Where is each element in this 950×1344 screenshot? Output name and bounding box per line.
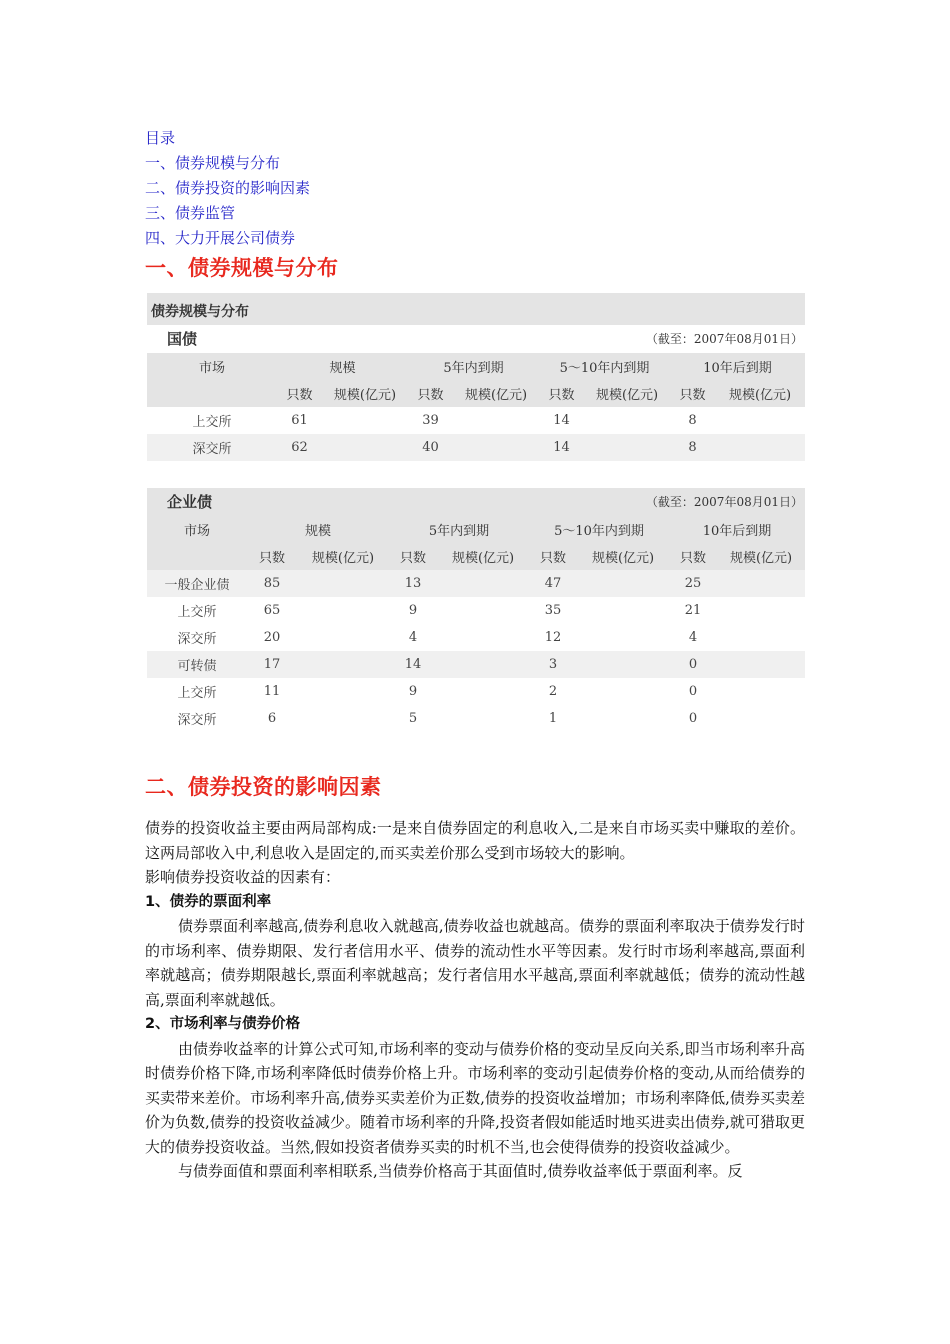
row-market: 深交所: [177, 632, 217, 647]
row-count-total: 11: [263, 684, 281, 699]
subheader-amount: 规模(亿元): [715, 380, 805, 407]
table-row: [147, 570, 805, 597]
table-row: [147, 434, 805, 461]
subheader-count: 只数: [389, 543, 437, 570]
row-count-5-10y: 1: [548, 711, 558, 726]
row-count-10y: 21: [684, 603, 702, 618]
subsection-1-text: 债券票面利率越高,债券利息收入就越高,债券收益也就越高。债券的票面利率取决于债券发行时的市场利率、债券期限、发行者信用水平、债券的流动性水平等因素。发行时市场利率越高,票面利率就越高；债券期限越长,票面利率就越高；发行者信用水平越高,票面利率就越低；债券的流动性越高,票面利率就越低。: [145, 917, 805, 1009]
subheader-count: 只数: [529, 543, 577, 570]
table-row: [147, 597, 805, 624]
section2-body: [145, 816, 805, 1184]
row-count-5-10y: 35: [544, 603, 562, 618]
qiyezhai-subheader-row: [147, 543, 805, 570]
row-count-5y: 4: [408, 630, 418, 645]
toc-link-3[interactable]: 三、债券监管: [145, 204, 236, 222]
row-count-5-10y: 14: [539, 434, 584, 461]
toc-link-1[interactable]: 一、债券规模与分布: [145, 154, 281, 172]
table-row: [147, 678, 805, 705]
intro-paragraph: 债券的投资收益主要由两局部构成:一是来自债券固定的利息收入,二是来自市场买卖中赚取的差价。这两局部收入中,利息收入是固定的,而买卖差价那么受到市场较大的影响。: [145, 819, 805, 862]
intro-paragraph-2: 影响债券投资收益的因素有：: [145, 868, 341, 886]
row-count-10y: 8: [688, 413, 697, 428]
qiyezhai-header-row: [147, 516, 805, 543]
subheader-amount: 规模(亿元): [437, 543, 529, 570]
qiyezhai-name: 企业债: [167, 493, 213, 511]
table-of-contents: [145, 126, 805, 251]
toc-link-4[interactable]: 四、大力开展公司债券: [145, 229, 296, 247]
subheader-count: 只数: [539, 380, 584, 407]
guozhai-asof: （截至：2007年08月01日）: [645, 332, 803, 346]
subheader-count: 只数: [669, 543, 717, 570]
row-count-5-10y: 14: [553, 413, 570, 428]
guozhai-subheader-row: [147, 380, 805, 407]
table-row: [147, 705, 805, 732]
row-count-10y: 0: [688, 711, 698, 726]
header-scale: 规模: [247, 516, 389, 543]
header-5y: 5年内到期: [389, 516, 529, 543]
header-5-10y: 5～10年内到期: [529, 516, 669, 543]
table-row: [147, 624, 805, 651]
row-market: 深交所: [177, 713, 217, 728]
subheader-amount: 规模(亿元): [453, 380, 539, 407]
row-count-5y: 5: [408, 711, 418, 726]
subsection-1-title: 1、债券的票面利率: [145, 893, 272, 910]
table-title: 债券规模与分布: [147, 293, 805, 325]
row-count-5-10y: 3: [529, 651, 577, 678]
row-count-5y: 40: [408, 434, 453, 461]
row-count-10y: 4: [688, 630, 698, 645]
row-count-5y: 39: [422, 413, 439, 428]
qiyezhai-subhead: [147, 488, 805, 516]
row-count-total: 6: [267, 711, 277, 726]
subheader-amount: 规模(亿元): [322, 380, 408, 407]
row-market: 上交所: [177, 605, 217, 620]
row-count-10y: 25: [669, 570, 717, 597]
subheader-count: 只数: [408, 380, 453, 407]
section2-heading: 二、债券投资的影响因素: [145, 775, 382, 799]
guozhai-table: [147, 353, 805, 461]
row-count-total: 17: [247, 651, 297, 678]
subheader-amount: 规模(亿元): [584, 380, 670, 407]
header-5y: 5年内到期: [408, 353, 539, 380]
row-market: 上交所: [192, 415, 232, 430]
header-market: 市场: [147, 353, 277, 380]
row-count-5y: 14: [389, 651, 437, 678]
subheader-amount: 规模(亿元): [717, 543, 805, 570]
row-count-5y: 13: [389, 570, 437, 597]
row-count-5-10y: 12: [544, 630, 562, 645]
row-market: 深交所: [147, 434, 277, 461]
subheader-amount: 规模(亿元): [297, 543, 389, 570]
row-count-5-10y: 47: [529, 570, 577, 597]
row-count-10y: 8: [670, 434, 715, 461]
row-count-total: 62: [277, 434, 322, 461]
header-10y: 10年后到期: [670, 353, 805, 380]
row-count-10y: 0: [688, 684, 698, 699]
row-count-5y: 9: [408, 603, 418, 618]
header-scale: 规模: [277, 353, 408, 380]
row-count-5y: 9: [408, 684, 418, 699]
table-row: [147, 407, 805, 434]
row-count-total: 61: [291, 413, 308, 428]
bond-table-block: [147, 293, 805, 732]
subheader-count: 只数: [277, 380, 322, 407]
row-market: 上交所: [177, 686, 217, 701]
guozhai-subhead: [147, 325, 805, 353]
subheader-amount: 规模(亿元): [577, 543, 669, 570]
subsection-2-text: 由债券收益率的计算公式可知,市场利率的变动与债券价格的变动呈反向关系,即当市场利率升高时债券价格下降,市场利率降低时债券价格上升。市场利率的变动引起债券价格的变动,从而给债券的买卖带来差价。市场利率升高,债券买卖差价为正数,债券的投资收益增加；市场利率降低,债券买卖差价为负数,债券的投资收益减少。随着市场利率的升降,投资者假如能适时地买进卖出债券,就可猎取更大的债券投资收益。当然,假如投资者债券买卖的时机不当,也会使得债券的投资收益减少。: [145, 1039, 805, 1156]
header-market: 市场: [147, 516, 247, 543]
row-count-total: 65: [263, 603, 281, 618]
row-market: 可转债: [147, 651, 247, 678]
subsection-2-title: 2、市场利率与债券价格: [145, 1016, 301, 1032]
toc-link-2[interactable]: 二、债券投资的影响因素: [145, 179, 311, 197]
row-count-total: 85: [247, 570, 297, 597]
document-page: [145, 126, 805, 1184]
subheader-count: 只数: [247, 543, 297, 570]
header-10y: 10年后到期: [669, 516, 805, 543]
row-market: 一般企业债: [147, 570, 247, 597]
toc-title: 目录: [145, 129, 176, 147]
qiyezhai-asof: （截至：2007年08月01日）: [645, 495, 803, 509]
guozhai-header-row: [147, 353, 805, 380]
row-count-10y: 0: [669, 651, 717, 678]
row-count-5-10y: 2: [548, 684, 558, 699]
subsection-2-text-2: 与债券面值和票面利率相联系,当债券价格高于其面值时,债券收益率低于票面利率。反: [178, 1162, 743, 1180]
table-row: [147, 651, 805, 678]
subheader-count: 只数: [670, 380, 715, 407]
header-5-10y: 5～10年内到期: [539, 353, 670, 380]
qiyezhai-table: [147, 516, 805, 732]
section1-heading: 一、债券规模与分布: [145, 256, 339, 280]
guozhai-name: 国债: [167, 330, 198, 348]
row-count-total: 20: [263, 630, 281, 645]
